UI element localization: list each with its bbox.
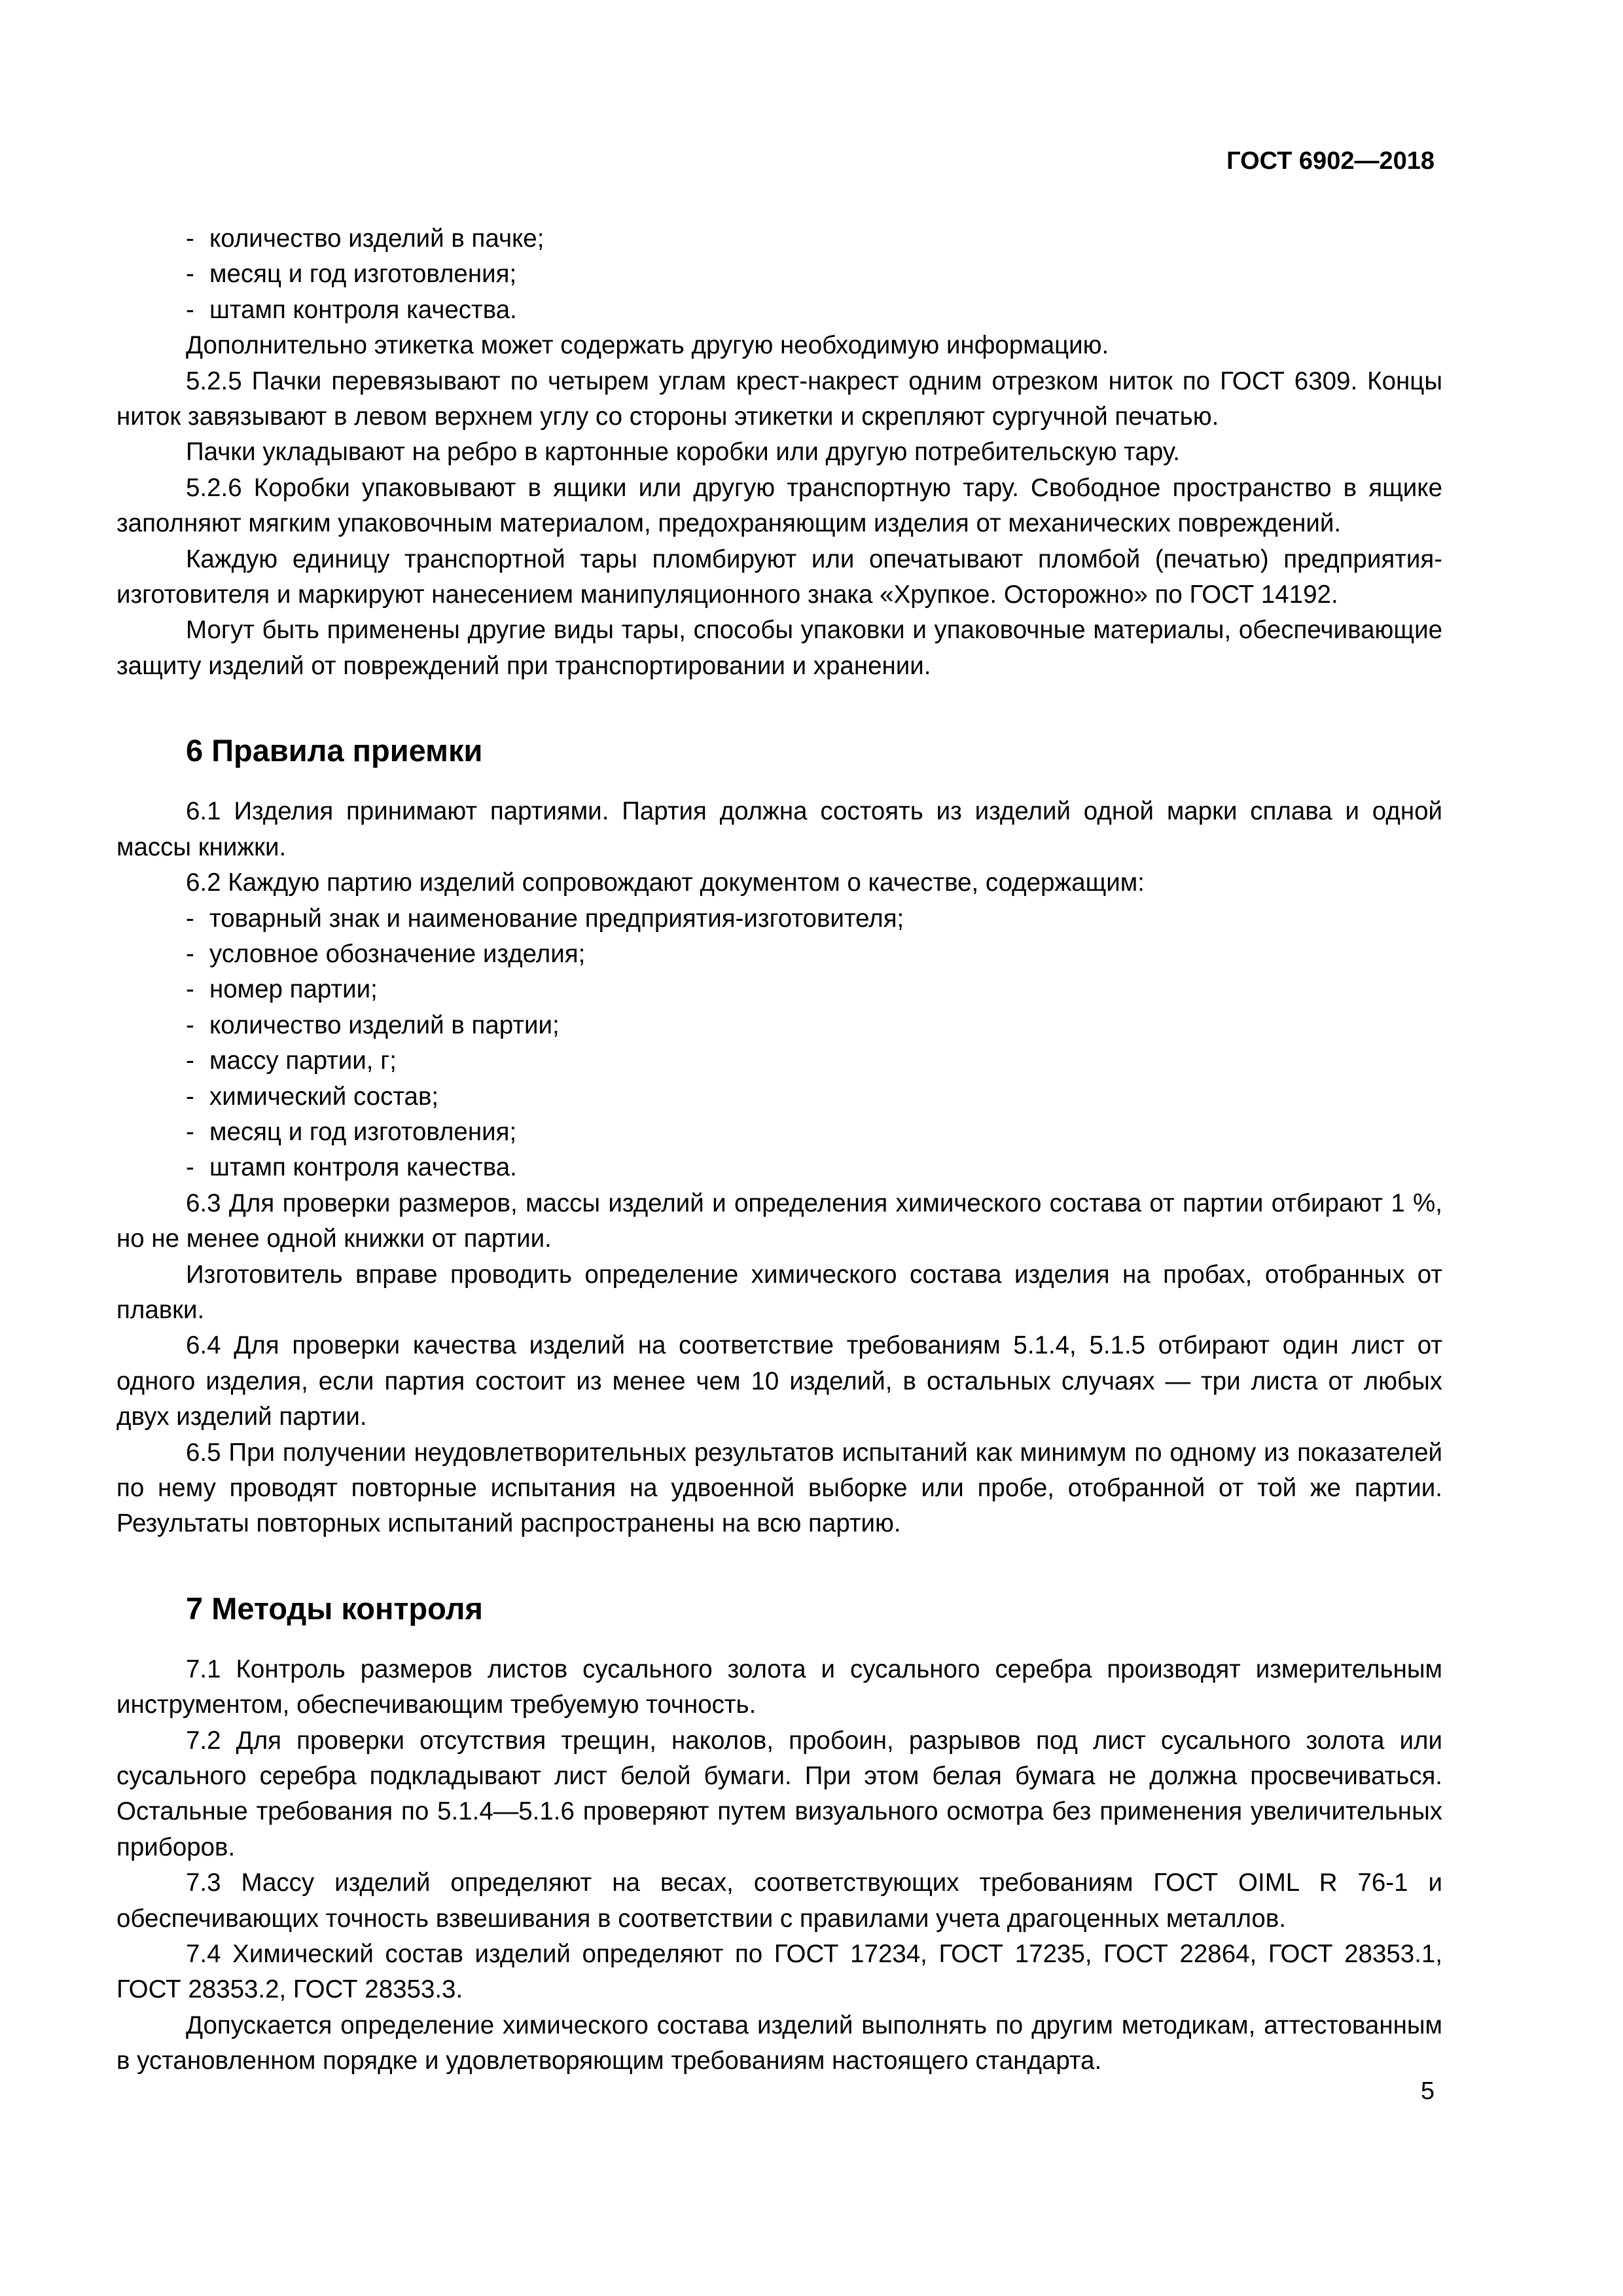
paragraph: 6.4 Для проверки качества изделий на соответствие требованиям 5.1.4, 5.1.5 отбирают один лист от одного изделия, если партия состоит из менее чем 10 изделий, в остальных случаях — три листа от любых двух изделий партии.: [116, 1331, 1442, 1431]
list-item-text: количество изделий в пачке;: [209, 224, 544, 253]
paragraph: 7.3 Массу изделий определяют на весах, соответствующих требованиям ГОСТ OIML R 76-1 и обеспечивающих точность взвешивания в соответствии с правилами учета драгоценных металлов.: [116, 1869, 1442, 1933]
list-dash: -: [186, 975, 194, 1004]
list-dash: -: [186, 295, 194, 324]
paragraph: 7.1 Контроль размеров листов сусального золота и сусального серебра производят измерительным инструментом, обеспечивающим требуемую точность.: [116, 1655, 1442, 1719]
page-number: 5: [1420, 2077, 1435, 2105]
paragraph: 5.2.5 Пачки перевязывают по четырем углам крест-накрест одним отрезком ниток по ГОСТ 6309. Концы ниток завязывают в левом верхнем углу со стороны этикетки и скрепляют сургучной печатью.: [116, 367, 1442, 431]
paragraph: 6.3 Для проверки размеров, массы изделий и определения химического состава от партии отбирают 1 %, но не менее одной книжки от партии.: [116, 1189, 1442, 1253]
list-dash: -: [186, 904, 194, 933]
paragraph: 5.2.6 Коробки упаковывают в ящики или другую транспортную тару. Свободное пространство в ящике заполняют мягким упаковочным материалом, предохраняющим изделия от механических повреждений.: [116, 473, 1442, 538]
list-dash: -: [186, 1117, 194, 1146]
list-dash: -: [186, 260, 194, 289]
paragraph: 6.5 При получении неудовлетворительных результатов испытаний как минимум по одному из показателей по нему проводят повторные испытания на удвоенной выборке или пробе, отобранной от той же партии. Результаты повторных испытаний распространены на всю партию.: [116, 1438, 1442, 1538]
list-item: [116, 293, 1442, 328]
paragraph: Допускается определение химического состава изделий выполнять по другим методикам, аттестованным в установленном порядке и удовлетворяющим требованиям настоящего стандарта.: [116, 2011, 1442, 2075]
list-dash: -: [186, 1047, 194, 1075]
list-item: [116, 221, 1442, 257]
list-item-text: номер партии;: [209, 975, 378, 1004]
list-dash: -: [186, 1153, 194, 1182]
list-item: [116, 257, 1442, 292]
list-item: [116, 901, 1442, 937]
list-item: [116, 1150, 1442, 1185]
paragraph: 6.2 Каждую партию изделий сопровождают документом о качестве, содержащим:: [186, 869, 1145, 897]
section-heading: 6 Правила приемки: [186, 733, 483, 768]
paragraph: Изготовитель вправе проводить определение химического состава изделия на пробах, отобранных от плавки.: [116, 1260, 1442, 1324]
list-item-text: условное обозначение изделия;: [209, 939, 586, 968]
paragraph: Каждую единицу транспортной тары пломбируют или опечатывают пломбой (печатью) предприятия-изготовителя и маркируют нанесением манипуляционного знака «Хрупкое. Осторожно» по ГОСТ 14192.: [116, 545, 1442, 609]
paragraph: Могут быть применены другие виды тары, способы упаковки и упаковочные материалы, обеспечивающие защиту изделий от повреждений при транспортировании и хранении.: [116, 616, 1442, 680]
list-item: [116, 937, 1442, 972]
paragraph: 7.4 Химический состав изделий определяют по ГОСТ 17234, ГОСТ 17235, ГОСТ 22864, ГОСТ 28353.1, ГОСТ 28353.2, ГОСТ 28353.3.: [116, 1940, 1442, 2004]
list-item: [116, 1115, 1442, 1150]
list-item: [116, 1079, 1442, 1115]
paragraph: Дополнительно этикетка может содержать другую необходимую информацию.: [186, 331, 1109, 360]
list-dash: -: [186, 224, 194, 253]
list-item-text: массу партии, г;: [209, 1047, 397, 1075]
list-item-text: месяц и год изготовления;: [209, 1117, 517, 1146]
list-dash: -: [186, 1082, 194, 1111]
list-item-text: месяц и год изготовления;: [209, 260, 517, 289]
paragraph: Пачки укладывают на ребро в картонные коробки или другую потребительскую тару.: [186, 438, 1180, 467]
list-item-text: товарный знак и наименование предприятия-изготовителя;: [209, 904, 904, 933]
list-dash: -: [186, 939, 194, 968]
list-item: [116, 1043, 1442, 1079]
list-item-text: штамп контроля качества.: [209, 295, 517, 324]
document-id-header: ГОСТ 6902—2018: [1226, 147, 1435, 175]
list-item: [116, 972, 1442, 1007]
list-dash: -: [186, 1011, 194, 1039]
paragraph: 7.2 Для проверки отсутствия трещин, наколов, пробоин, разрывов под лист сусального золота или сусального серебра подкладывают лист белой бумаги. При этом белая бумага не должна просвечиваться. Остальные требования по 5.1.4—5.1.6 проверяют путем визуального осмотра без применения увеличительных приборов.: [116, 1726, 1442, 1861]
list-item-text: штамп контроля качества.: [209, 1153, 517, 1182]
section-heading: 7 Методы контроля: [186, 1590, 483, 1626]
paragraph: 6.1 Изделия принимают партиями. Партия должна состоять из изделий одной марки сплава и одной массы книжки.: [116, 797, 1442, 861]
list-item: [116, 1008, 1442, 1043]
list-item-text: количество изделий в партии;: [209, 1011, 560, 1039]
document-body: [116, 221, 1442, 2079]
list-item-text: химический состав;: [209, 1082, 439, 1111]
